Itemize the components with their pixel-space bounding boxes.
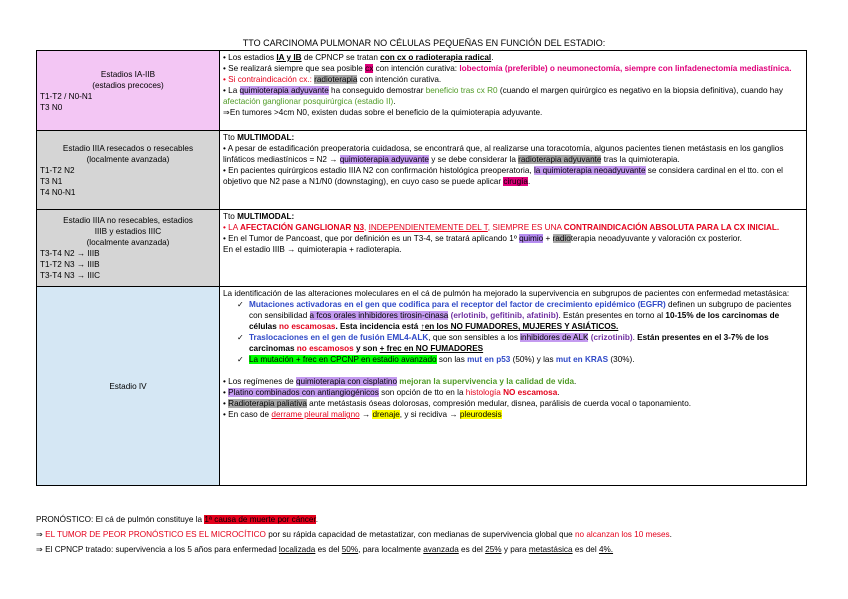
text-line: • Se realizará siempre que sea posible cx con intención curativa: lobectomía (preferible) o neumonectomía, siempre con linfadenectomía mediastínica.	[223, 64, 792, 73]
stage-subtitle: (localmente avanzada)	[86, 154, 170, 164]
table-row	[37, 131, 807, 210]
stage-name: IIIB y estadios IIIC	[94, 227, 162, 236]
stage-cell-early	[37, 51, 220, 131]
text-line: • Si contraindicación cx.: radioterapia con intención curativa.	[223, 75, 442, 84]
stage-tnm: T3 N0	[40, 102, 63, 112]
treatment-cell	[220, 51, 807, 131]
stage-tnm: T1-T2 N2	[40, 165, 75, 175]
text-line: Tto MULTIMODAL:	[223, 133, 295, 142]
text-line: • Los estadios IA y IB de CPNCP se tratan con cx o radioterapia radical.	[223, 53, 494, 62]
text-line: • En el Tumor de Pancoast, que por definición es un T3-4, se tratará aplicando 1º quimio + radioterapia neoadyuvante y valoración cx posterior.	[223, 234, 742, 243]
check-item: ✓ Traslocaciones en el gen de fusión EML4-ALK, que son sensibles a los inhibidores de ALK (crizotinib). Están presentes en el 3-7% de los carcinomas no escamosos y son + frec en NO FUMADORES	[237, 333, 769, 353]
stage-cell-iv	[37, 287, 220, 486]
prognosis-line: ⇒ EL TUMOR DE PEOR PRONÓSTICO ES EL MICROCÍTICO por su rápida capacidad de metastatizar, con medianas de supervivencia global que no alcanzan los 10 meses.	[36, 530, 672, 539]
check-icon: ✓	[237, 355, 244, 364]
check-icon: ✓	[237, 333, 244, 342]
stage-cell-resectable	[37, 131, 220, 210]
text-line: En el estadio IIIB → quimioterapia + radioterapia.	[223, 245, 402, 254]
text-line: ⇒En tumores >4cm N0, existen dudas sobre el beneficio de la quimioterapia adyuvante.	[223, 108, 543, 117]
stage-subtitle: (estadios precoces)	[92, 80, 164, 90]
text-line: • LA AFECTACIÓN GANGLIONAR N3, INDEPENDIENTEMENTE DEL T, SIEMPRE ES UNA CONTRAINDICACIÓN ABSOLUTA PARA LA CX INICIAL.	[223, 223, 780, 232]
stage-tnm: T3 N1	[40, 176, 63, 186]
stage-tnm: T3-T4 N3 → IIIC	[40, 271, 101, 280]
table-row	[37, 287, 807, 486]
text-line: • En pacientes quirúrgicos estadio IIIA N2 con confirmación histológica preoperatoria, la quimioterapia neoadyuvante se considera cardinal en el tto. con el objetivo que N2 pase a N1/N0 (downstaging), en cuyo caso se puede aplicar cirugía.	[223, 166, 783, 186]
page-title: TTO CARCINOMA PULMONAR NO CÉLULAS PEQUEÑAS EN FUNCIÓN DEL ESTADIO:	[242, 38, 606, 48]
stage-subtitle: (localmente avanzada)	[86, 238, 170, 247]
table-row	[37, 210, 807, 287]
stage-name: Estadio IV	[109, 381, 147, 391]
text-line: • Platino combinados con antiangiogénicos son opción de tto en la histología NO escamosa.	[223, 388, 560, 397]
stage-tnm: T3-T4 N2 → IIIB	[40, 249, 100, 258]
text-line: • En caso de derrame pleural maligno → drenaje, y si recidiva → pleurodesis	[223, 410, 502, 419]
treatment-cell	[220, 131, 807, 210]
stage-tnm: T1-T2 N3 → IIIB	[40, 260, 100, 269]
check-item: ✓ La mutación + frec en CPCNP en estadio avanzado son las mut en p53 (50%) y las mut en KRAS (30%).	[237, 355, 635, 364]
stage-tnm: T4 N0-N1	[40, 187, 76, 197]
stage-name: Estadio IIIA no resecables, estadios	[63, 216, 193, 225]
prognosis-line: ⇒ El CPNCP tratado: supervivencia a los 5 años para enfermedad localizada es del 50%, para localmente avanzada es del 25% y para metastásica es del 4%.	[36, 545, 614, 554]
text-line: La identificación de las alteraciones moleculares en el cá de pulmón ha mejorado la supervivencia en subgrupos de pacientes con enfermedad metastásica:	[223, 289, 790, 298]
text-line: • A pesar de estadificación preoperatoria cuidadosa, se encontrará que, al realizarse una toracotomía, algunos pacientes tienen metástasis en los ganglios linfáticos mediastínicos = N2 → quimioterapia adyuvante y se debe considerar la radioterapia adyuvante tras la quimioterapia.	[223, 144, 784, 164]
treatment-cell	[220, 287, 807, 486]
text-line: • La quimioterapia adyuvante ha conseguido demostrar beneficio tras cx R0 (cuando el margen quirúrgico es negativo en la biopsia definitiva), cuando hay afectación ganglionar posquirúrgica (estadio II).	[223, 86, 783, 106]
stage-name: Estadios IA-IIB	[100, 69, 156, 79]
stage-tnm: T1-T2 / N0-N1	[40, 91, 93, 101]
staging-table	[36, 50, 807, 486]
prognosis-line: PRONÓSTICO: El cá de pulmón constituye la 1ª causa de muerte por cáncer.	[36, 515, 319, 524]
check-item: ✓ Mutaciones activadoras en el gen que codifica para el receptor del factor de crecimiento epidémico (EGFR) definen un subgrupo de pacientes con sensibilidad a fcos orales inhibidores tirosin-cinasa (erlotinib, gefitinib, afatinib). Están presentes en torno al 10-15% de los carcinomas de células no escamosas. Esta incidencia está ↑en los NO FUMADORES, MUJERES Y ASIÁTICOS.	[237, 300, 792, 331]
treatment-cell	[220, 210, 807, 287]
check-icon: ✓	[237, 300, 244, 309]
text-line: • Los regímenes de quimioterapia con cisplatino mejoran la supervivencia y la calidad de vida.	[223, 377, 577, 386]
table-row	[37, 51, 807, 131]
text-line: • Radioterapia paliativa ante metástasis óseas dolorosas, compresión medular, disnea, parálisis de cuerda vocal o taponamiento.	[223, 399, 692, 408]
stage-cell-unresectable	[37, 210, 220, 287]
text-line: Tto MULTIMODAL:	[223, 212, 295, 221]
stage-name: Estadio IIIA resecados o resecables	[62, 143, 194, 153]
